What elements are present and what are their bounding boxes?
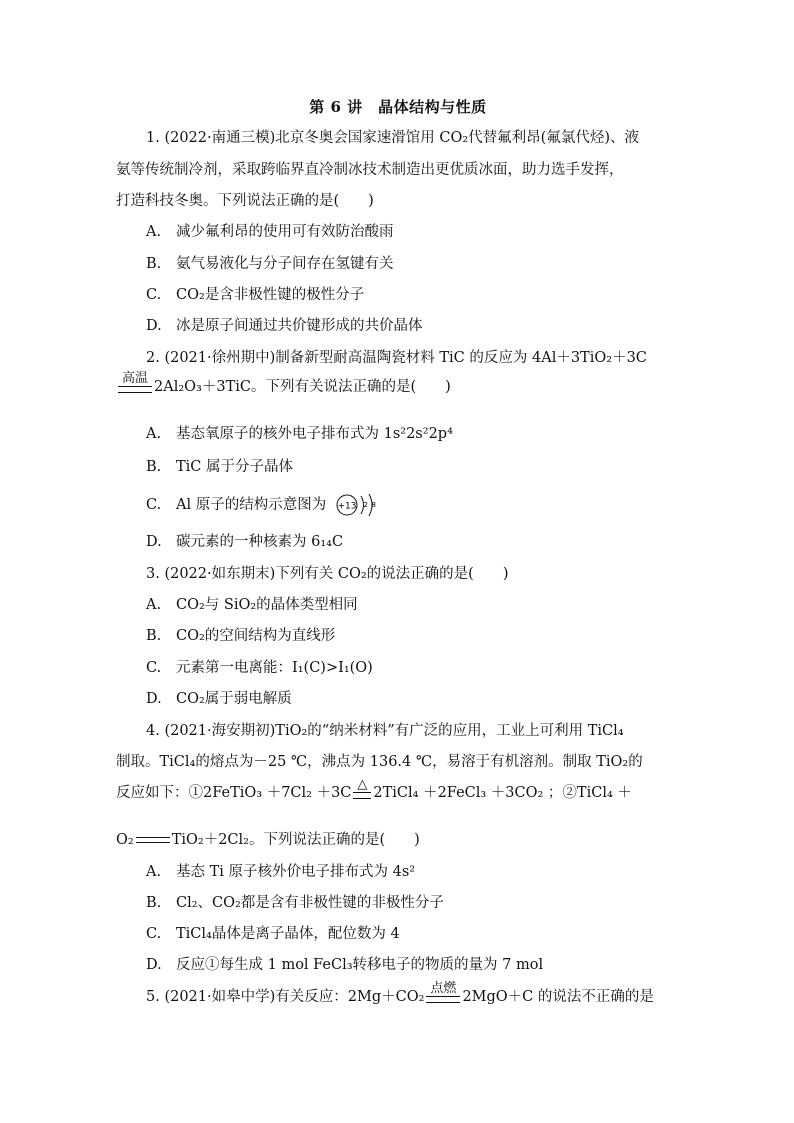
q5-products: 2MgO＋C 的说法不正确的是 bbox=[462, 989, 654, 1005]
q4-option-b bbox=[146, 893, 444, 913]
option-label: C. bbox=[146, 497, 162, 513]
q2-option-b bbox=[146, 457, 293, 477]
q1-option-d bbox=[146, 316, 423, 336]
q3-option-c bbox=[146, 658, 373, 678]
option-text: CO₂与 SiO₂的晶体类型相同 bbox=[176, 597, 358, 613]
q2-stem-line-2 bbox=[116, 372, 451, 397]
option-text: CO₂是含非极性键的极性分子 bbox=[176, 287, 365, 303]
reaction-condition-arrow bbox=[353, 778, 371, 803]
option-label: B. bbox=[146, 628, 162, 644]
condition-label: △ bbox=[357, 777, 368, 792]
option-label: B. bbox=[146, 895, 162, 911]
option-label: A. bbox=[146, 597, 162, 613]
option-label: C. bbox=[146, 926, 162, 942]
option-label: A. bbox=[146, 864, 162, 880]
option-text: TiC 属于分子晶体 bbox=[176, 459, 294, 475]
reaction-condition-arrow bbox=[426, 982, 460, 1007]
option-label: D. bbox=[146, 534, 162, 550]
nucleus-charge: +13 bbox=[337, 501, 357, 512]
option-text: 元素第一电离能：I₁(C)>I₁(O) bbox=[176, 660, 373, 676]
q5-stem-line-1 bbox=[146, 982, 654, 1007]
option-text: 减少氟利昂的使用可有效防治酸雨 bbox=[176, 224, 394, 240]
option-text: TiCl₄晶体是离子晶体，配位数为 4 bbox=[176, 926, 400, 942]
q1-stem-line-1: 1. (2022·南通三模)北京冬奥会国家速滑馆用 CO₂代替氟利昂(氟氯代烃)、液 bbox=[146, 130, 639, 146]
q1-option-c bbox=[146, 285, 364, 305]
option-text: 基态氧原子的核外电子排布式为 1s²2s²2p⁴ bbox=[176, 426, 453, 442]
option-label: D. bbox=[146, 957, 162, 973]
q2-option-a bbox=[146, 424, 453, 444]
option-text: CO₂的空间结构为直线形 bbox=[176, 628, 336, 644]
q1-option-a bbox=[146, 222, 394, 242]
option-label: B. bbox=[146, 256, 162, 272]
shell-1-count: 2 bbox=[363, 501, 368, 509]
condition-label: 高温 bbox=[122, 371, 149, 386]
q4-reaction-2-reactant: O₂ bbox=[116, 832, 134, 848]
equals-bars bbox=[136, 837, 170, 843]
q1-stem-line-2: 氨等传统制冷剂，采取跨临界直冷制冰技术制造出更优质冰面，助力选手发挥， bbox=[116, 162, 624, 178]
q4-option-a bbox=[146, 862, 415, 882]
q4-stem-line-1: 4. (2021·海安期初)TiO₂的“纳米材料”有广泛的应用，工业上可利用 TiCl₄ bbox=[146, 723, 624, 739]
q4-stem-line-3 bbox=[116, 778, 632, 803]
shell-2-count: 8 bbox=[371, 501, 376, 509]
q2-stem-line-1: 2. (2021·徐州期中)制备新型耐高温陶瓷材料 TiC 的反应为 4Al＋3TiO₂＋3C bbox=[146, 350, 647, 366]
q4-stem-line-4 bbox=[116, 830, 420, 850]
option-text: 反应①每生成 1 mol FeCl₃转移电子的物质的量为 7 mol bbox=[176, 957, 544, 973]
option-label: D. bbox=[146, 691, 162, 707]
q2-option-d bbox=[146, 532, 343, 552]
q1-stem-line-3: 打造科技冬奥。下列说法正确的是( ) bbox=[116, 193, 374, 209]
q3-option-b bbox=[146, 626, 335, 646]
q4-stem-line-2: 制取。TiCl₄的熔点为－25 ℃，沸点为 136.4 ℃，易溶于有机溶剂。制取 TiO₂的 bbox=[116, 754, 643, 770]
option-text: 氨气易液化与分子间存在氢键有关 bbox=[176, 256, 394, 272]
q3-option-a bbox=[146, 595, 358, 615]
option-label: C. bbox=[146, 287, 162, 303]
option-text: 碳元素的一种核素为 6₁₄C bbox=[176, 534, 344, 550]
equals-bars bbox=[353, 792, 371, 799]
q4-reaction-2-products: TiO₂＋2Cl₂。下列说法正确的是( ) bbox=[171, 832, 420, 848]
equals-bars bbox=[426, 996, 460, 1003]
option-text: Cl₂、CO₂都是含有非极性键的非极性分子 bbox=[176, 895, 444, 911]
atom-structure-diagram bbox=[335, 493, 383, 517]
option-label: D. bbox=[146, 318, 162, 334]
q5-reactants: 5. (2021·如皋中学)有关反应：2Mg＋CO₂ bbox=[146, 989, 425, 1005]
option-label: A. bbox=[146, 426, 162, 442]
option-label: C. bbox=[146, 660, 162, 676]
equals-bars bbox=[118, 386, 152, 393]
reaction-condition-arrow bbox=[118, 372, 152, 397]
q2-stem-rest: 2Al₂O₃＋3TiC。下列有关说法正确的是( ) bbox=[154, 379, 451, 395]
option-text: CO₂属于弱电解质 bbox=[176, 691, 292, 707]
q4-option-c bbox=[146, 924, 400, 944]
q3-option-d bbox=[146, 689, 292, 709]
condition-label: 点燃 bbox=[430, 981, 457, 996]
option-label: B. bbox=[146, 459, 162, 475]
page-title: 第 6 讲 晶体结构与性质 bbox=[309, 98, 487, 116]
q2-option-c bbox=[146, 493, 383, 517]
option-text: 基态 Ti 原子核外价电子排布式为 4s² bbox=[176, 864, 416, 880]
option-text: Al 原子的结构示意图为 bbox=[176, 497, 327, 513]
q1-option-b bbox=[146, 254, 394, 274]
q3-stem-line-1: 3. (2022·如东期末)下列有关 CO₂的说法正确的是( ) bbox=[146, 566, 509, 582]
option-text: 冰是原子间通过共价键形成的共价晶体 bbox=[176, 318, 423, 334]
option-label: A. bbox=[146, 224, 162, 240]
q4-reaction-1-reactants: 反应如下：①2FeTiO₃ ＋7Cl₂ ＋3C bbox=[116, 785, 352, 801]
q4-option-d bbox=[146, 955, 543, 975]
q4-reaction-1-products: 2TiCl₄ ＋2FeCl₃ ＋3CO₂ ；②TiCl₄ ＋ bbox=[373, 785, 632, 801]
